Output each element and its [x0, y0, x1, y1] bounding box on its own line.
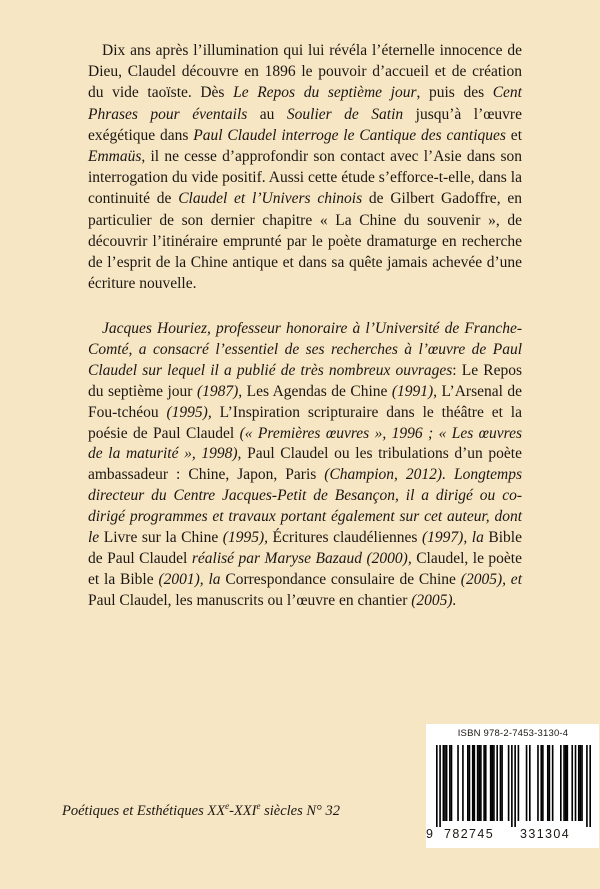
bio-title: Bible de Paul Claudel [88, 529, 522, 567]
barcode-bar [462, 745, 464, 821]
barcode-bar [446, 745, 448, 821]
barcode-bar [518, 745, 520, 821]
blurb-text: Dix ans après l’illumination qui lui révéla l’éternelle innocence de Dieu, Claudel découvre en 1896 le pouvoir d’accueil et de création du vide taoïste. Dès [88, 42, 522, 102]
bio-text: (1991), [391, 382, 438, 400]
barcode-bar [493, 745, 495, 821]
barcode-bar [485, 745, 487, 821]
series-text: Poétiques et Esthétiques XX [62, 803, 226, 819]
isbn-label: ISBN 978-2-7453-3130-4 [457, 728, 569, 739]
barcode-bar [565, 745, 567, 821]
blurb-text: jusqu’à l’œuvre exégétique dans [88, 105, 522, 144]
barcode-bar [529, 745, 531, 821]
bio-title: Écritures claudéliennes [267, 529, 422, 547]
bio-title: Les Agendas de Chine [242, 382, 392, 400]
bio-text: Jacques Houriez, professeur honoraire à l’Université de Franche-Comté, a consacré l’essentiel de ses recherches à l’œuvre de Paul Claudel sur lequel il a publié de très nombreux ouvrages [88, 320, 522, 379]
barcode-bar [472, 745, 474, 821]
barcode-bar [496, 745, 498, 821]
blurb-paragraph [88, 40, 522, 294]
title-le-repos: Le Repos du septième jour [233, 84, 417, 102]
blurb-text: et [505, 126, 522, 144]
bio-title: Livre sur la Chine [99, 529, 223, 547]
series-text: -XXI [229, 803, 257, 819]
barcode-bar [540, 745, 542, 821]
bio-text: (Champion, 2012). Longtemps directeur du Centre Jacques-Petit de Besançon, il a dirigé ou co-dirigé programmes et travaux portant également sur cet auteur, dont le [88, 466, 522, 547]
barcode-bar [474, 745, 476, 821]
title-cent-phrases: Cent Phrases pour éventails [88, 84, 522, 123]
barcode-bar [552, 745, 554, 821]
blurb-text: au [247, 105, 287, 123]
barcode-bar [589, 745, 591, 827]
ean-first-digit: 9 [426, 827, 433, 841]
blurb-text: , il ne cesse d’approfondir son contact avec l’Asie dans son interrogation du vide positif. Aussi cette étude s’efforce-t-elle, dans la continuité de [88, 148, 522, 208]
bio-title: Claudel, le poète et la Bible [88, 549, 522, 588]
ean-digits [426, 827, 599, 845]
barcode-bar [449, 745, 451, 821]
bio-text: (1995), [166, 403, 212, 421]
bio-text: (1997), la [422, 529, 484, 547]
barcode-bar [537, 745, 539, 821]
barcode-bar [575, 745, 577, 821]
barcode-bar [439, 745, 441, 827]
barcode-bar [581, 745, 583, 821]
barcode-bar [500, 745, 502, 821]
ean-left-group: 782745 [444, 827, 495, 841]
barcode-bar [542, 745, 544, 821]
series-sup: e [225, 801, 230, 812]
barcode-bar [560, 745, 562, 821]
bio-title: L’Arsenal de Fou-tchéou [88, 382, 522, 421]
barcode-bar [567, 745, 569, 821]
bio-text: (1995), [222, 529, 268, 547]
barcode-bar [480, 745, 482, 821]
bio-text: (2001), la [158, 570, 221, 588]
barcode-bar [511, 745, 513, 827]
barcode-bar [514, 745, 516, 827]
bio-title: Correspondance consulaire de Chine [220, 570, 461, 588]
barcode-bar [571, 745, 573, 821]
barcode-bar [508, 745, 510, 821]
title-univers-chinois: Claudel et l’Univers chinois [178, 190, 363, 208]
title-cantique: Paul Claudel interroge le Cantique des cantiques [193, 126, 506, 144]
series-sup: e [256, 801, 261, 812]
blurb-text: de Gilbert Gadoffre, en particulier de son dernier chapitre « La Chine du souvenir », de découvrir l’itinéraire emprunté par le poète dramaturge en recherche de l’esprit de la Chine antique et dans sa quête jamais achevée d’une écriture nouvelle. [88, 190, 522, 293]
barcode-bar [526, 745, 528, 821]
bio-text: réalisé par Maryse Bazaud (2000), [191, 549, 412, 567]
barcode-bar [451, 745, 453, 821]
title-emmaus: Emmaüs [88, 148, 142, 166]
barcode-bar [469, 745, 471, 821]
barcode-bar [578, 745, 580, 821]
series-text: siècles N° 32 [260, 803, 340, 819]
barcode-bar [491, 745, 493, 821]
barcode-bar [443, 745, 445, 821]
barcode-bar [444, 745, 446, 821]
bio-title: L’Inspiration scripturaire dans le théâtre et la poésie de Paul Claudel [88, 403, 522, 442]
barcode-bar [483, 745, 485, 821]
barcode-bar [501, 745, 503, 821]
bio-text: (2005), et [460, 570, 522, 588]
barcode-bar [436, 745, 438, 827]
bio-title: : Le Repos du septième jour [88, 361, 522, 400]
barcode-bar [547, 745, 549, 821]
bio-text: (« Premières œuvres », 1996 ; « Les œuvres de la maturité », 1998), [88, 424, 522, 463]
isbn-barcode [426, 724, 599, 848]
barcode-bar [580, 745, 582, 821]
barcode-bar [549, 745, 551, 821]
barcode-bar [563, 745, 565, 821]
bio-title: Paul Claudel, les manuscrits ou l’œuvre en chantier [88, 591, 412, 609]
bio-text: (2005). [411, 591, 457, 609]
barcode-bar [477, 745, 479, 821]
barcode-bar [478, 745, 480, 821]
bio-text: (1987), [196, 382, 243, 400]
blurb-text: , puis des [416, 84, 493, 102]
author-bio-paragraph [88, 319, 522, 612]
barcode-bar [490, 745, 492, 821]
barcode-bar [457, 745, 459, 821]
barcode-bar [467, 745, 469, 821]
bio-title: Paul Claudel ou les tribulations d’un poète ambassadeur : Chine, Japon, Paris [88, 445, 522, 484]
series-title [62, 803, 422, 820]
barcode-bars [436, 745, 591, 827]
title-soulier: Soulier de Satin [286, 105, 404, 123]
ean-right-group: 331304 [520, 827, 571, 841]
barcode-bar [586, 745, 588, 827]
